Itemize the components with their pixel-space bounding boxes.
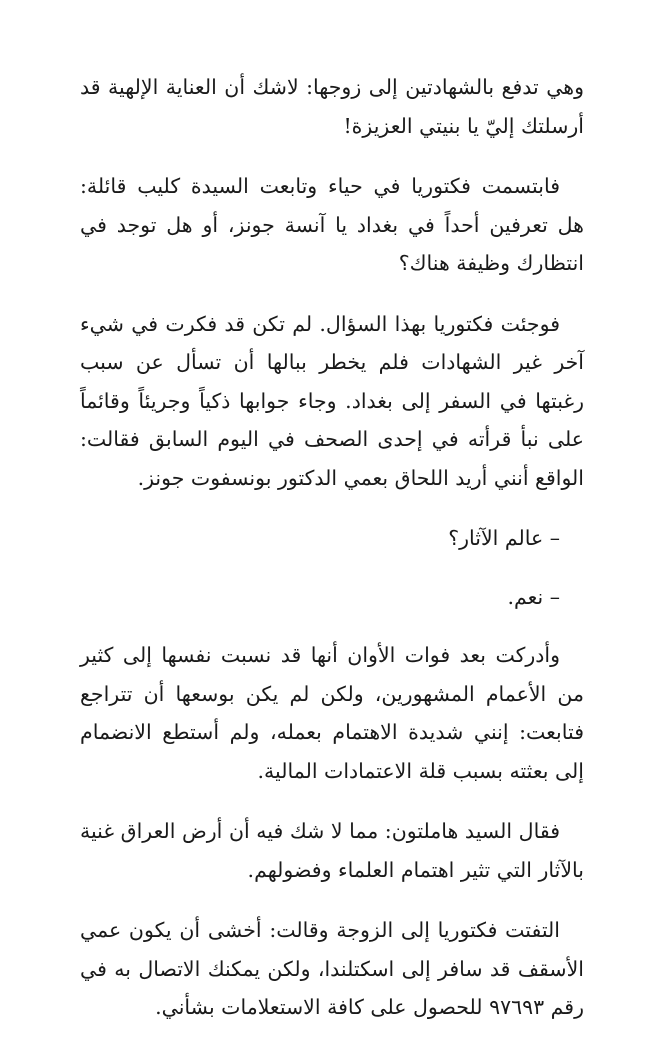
dialog-line-1: – عالم الآثار؟	[448, 526, 560, 550]
paragraph-4: وأدركت بعد فوات الأوان أنها قد نسبت نفسها إلى كثير من الأعمام المشهورين، ولكن لم يكن بوسعها أن تتراجع فتابعت: إنني شديدة الاهتمام بعمله، ولم أستطع الانضمام إلى بعثته بسبب قلة الاعتمادات المالية.	[80, 643, 584, 783]
paragraph-2: فابتسمت فكتوريا في حياء وتابعت السيدة كليب قائلة: هل تعرفين أحداً في بغداد يا آنسة جونز، أو هل توجد في انتظارك وظيفة هناك؟	[80, 174, 584, 275]
book-page	[80, 68, 584, 1049]
paragraph-3: فوجئت فكتوريا بهذا السؤال. لم تكن قد فكرت في شيء آخر غير الشهادات فلم يخطر ببالها أن تسأل عن سبب رغبتها في السفر إلى بغداد. وجاء جوابها ذكياً وجريئاً وقائماً على نبأ قرأته في إحدى الصحف في اليوم السابق فقالت: الواقع أنني أريد اللحاق بعمي الدكتور بونسفوت جونز.	[80, 311, 584, 490]
paragraph-5: فقال السيد هاملتون: مما لا شك فيه أن أرض العراق غنية بالآثار التي تثير اهتمام العلماء وفضولهم.	[80, 819, 584, 882]
paragraph-6: التفتت فكتوريا إلى الزوجة وقالت: أخشى أن يكون عمي الأسقف قد سافر إلى اسكتلندا، ولكن يمكنك الاتصال به في رقم ٩٧٦٩٣ للحصول على كافة الاستعلامات بشأني.	[80, 918, 584, 1019]
paragraph-1: وهي تدفع بالشهادتين إلى زوجها: لاشك أن العناية الإلهية قد أرسلتك إليّ يا بنيتي العزيزة!	[80, 75, 584, 138]
dialog-line-2: – نعم.	[507, 584, 560, 609]
